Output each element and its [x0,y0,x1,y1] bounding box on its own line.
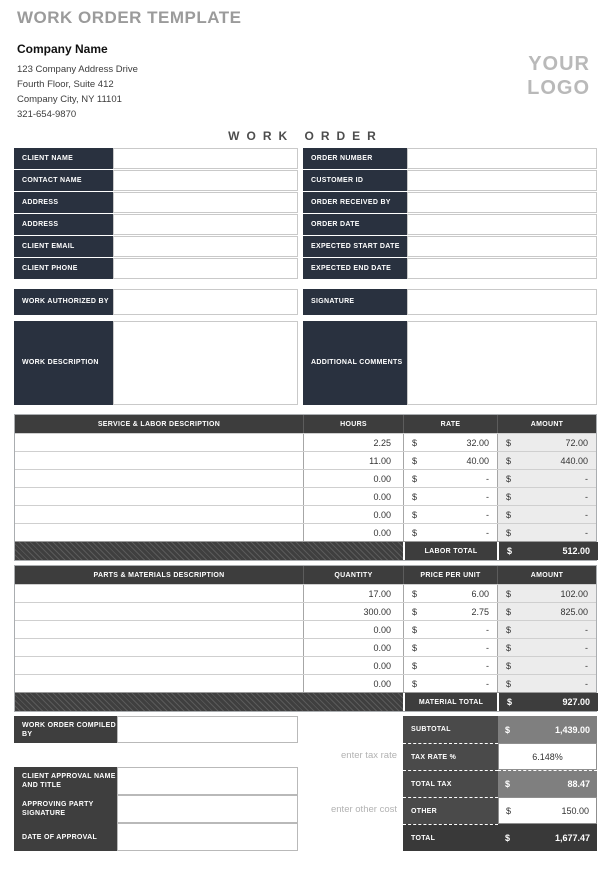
currency-symbol: $ [506,455,512,466]
price-value: - [486,660,489,671]
currency-symbol: $ [412,642,418,653]
labor-table [14,414,597,561]
parts-amount-header: AMOUNT [497,566,596,584]
table-row [15,584,596,602]
total-tax-label: TOTAL TAX [403,770,498,797]
labor-rate-header: RATE [403,415,497,433]
logo-line: LOGO [527,77,590,99]
other-row [403,797,597,824]
amount-value: - [585,624,588,635]
hatch-filler [15,693,403,711]
table-row [15,433,596,451]
parts-price-cell[interactable] [403,675,497,692]
amount-value: 102.00 [560,588,588,599]
table-row [15,451,596,469]
amount-value: - [585,491,588,502]
currency-symbol: $ [505,832,511,843]
other-label: OTHER [403,797,498,824]
labor-rate-cell[interactable] [403,452,497,469]
address-label: ADDRESS [14,192,113,213]
total-amount: 927.00 [562,697,590,707]
labor-amount-cell [497,470,596,487]
expected-end-date-field[interactable] [407,258,597,279]
parts-description-cell[interactable] [15,639,303,656]
labor-hours-cell[interactable]: 2.25 [303,434,403,451]
parts-amount-cell [497,675,596,692]
currency-symbol: $ [506,660,512,671]
parts-quantity-cell[interactable]: 0.00 [303,675,403,692]
currency-symbol: $ [507,697,513,707]
form-title: WORK ORDER [228,129,383,143]
address-line: Fourth Floor, Suite 412 [17,79,114,90]
currency-symbol: $ [412,509,418,520]
approving-party-signature-label: APPROVING PARTY SIGNATURE [14,795,117,823]
currency-symbol: $ [412,437,418,448]
client-approval-label: CLIENT APPROVAL NAME AND TITLE [14,767,117,795]
parts-quantity-cell[interactable]: 300.00 [303,603,403,620]
parts-amount-cell [497,585,596,602]
total-tax-amount: 88.47 [567,779,590,789]
amount-value: - [585,473,588,484]
address-label: ADDRESS [14,214,113,235]
client-phone-field[interactable] [113,258,298,279]
parts-quantity-cell[interactable]: 0.00 [303,639,403,656]
other-field[interactable] [498,797,597,824]
total-amount: 1,677.47 [554,832,590,843]
currency-symbol: $ [506,437,512,448]
rate-value: - [486,527,489,538]
price-value: 6.00 [471,588,489,599]
material-total-value [497,693,598,711]
tax-rate-label: TAX RATE % [403,743,498,770]
parts-amount-cell [497,639,596,656]
signature-label: SIGNATURE [303,289,407,315]
amount-value: 72.00 [565,437,588,448]
compiled-by-field[interactable] [117,716,298,743]
labor-amount-cell [497,524,596,541]
material-total-row [15,692,596,711]
logo-line: YOUR [528,53,590,75]
amount-value: - [585,527,588,538]
tax-rate-hint: enter tax rate [341,750,397,761]
description-row [14,321,597,405]
currency-symbol: $ [412,455,418,466]
labor-hours-cell[interactable]: 11.00 [303,452,403,469]
order-number-field[interactable] [407,148,597,169]
additional-comments-field[interactable] [407,321,597,405]
labor-amount-cell [497,452,596,469]
parts-amount-cell [497,657,596,674]
labor-description-cell[interactable] [15,524,303,541]
parts-description-header: PARTS & MATERIALS DESCRIPTION [93,571,225,579]
order-number-label: ORDER NUMBER [303,148,407,169]
address-line: Company City, NY 11101 [17,94,122,105]
additional-comments-label: ADDITIONAL COMMENTS [303,321,407,405]
labor-total-value [497,542,598,560]
price-value: - [486,642,489,653]
tax-rate-row [403,743,597,770]
rate-value: 32.00 [466,437,489,448]
address-field[interactable] [113,214,298,235]
amount-value: 825.00 [560,606,588,617]
table-row [15,469,596,487]
currency-symbol: $ [506,642,512,653]
amount-value: - [585,678,588,689]
price-value: - [486,624,489,635]
rate-value: - [486,509,489,520]
compiled-by-label: WORK ORDER COMPILED BY [14,716,117,743]
labor-description-cell[interactable] [15,434,303,451]
currency-symbol: $ [506,606,512,617]
parts-price-cell[interactable] [403,621,497,638]
currency-symbol: $ [412,660,418,671]
currency-symbol: $ [506,805,512,816]
parts-description-cell[interactable] [15,675,303,692]
expected-start-date-field[interactable] [407,236,597,257]
currency-symbol: $ [506,624,512,635]
labor-rate-cell[interactable] [403,434,497,451]
labor-rate-cell[interactable] [403,470,497,487]
currency-symbol: $ [507,546,513,556]
table-row [15,505,596,523]
labor-total-row [15,541,596,560]
parts-amount-cell [497,603,596,620]
currency-symbol: $ [505,724,511,735]
logo-placeholder [527,52,590,100]
currency-symbol: $ [412,606,418,617]
client-name-label: CLIENT NAME [14,148,113,169]
parts-description-cell[interactable] [15,657,303,674]
contact-name-field[interactable] [113,170,298,191]
amount-value: 440.00 [560,455,588,466]
currency-symbol: $ [412,624,418,635]
parts-price-cell[interactable] [403,603,497,620]
subtotal-row [403,716,597,743]
totals-summary [403,716,597,851]
labor-amount-header: AMOUNT [497,415,596,433]
labor-hours-cell[interactable]: 0.00 [303,524,403,541]
currency-symbol: $ [412,678,418,689]
currency-symbol: $ [506,509,512,520]
currency-symbol: $ [412,473,418,484]
rate-value: 40.00 [466,455,489,466]
company-address [17,62,138,122]
contact-name-label: CONTACT NAME [14,170,113,191]
work-description-field[interactable] [113,321,298,405]
labor-total-label: LABOR TOTAL [403,542,497,560]
currency-symbol: $ [412,588,418,599]
price-value: - [486,678,489,689]
page-title: WORK ORDER TEMPLATE [17,8,242,27]
currency-symbol: $ [506,588,512,599]
amount-value: - [585,509,588,520]
parts-price-cell[interactable] [403,585,497,602]
currency-symbol: $ [506,473,512,484]
client-info-section [14,148,597,279]
labor-amount-cell [497,488,596,505]
parts-quantity-cell[interactable]: 0.00 [303,621,403,638]
labor-description-header: SERVICE & LABOR DESCRIPTION [97,420,221,428]
currency-symbol: $ [506,491,512,502]
labor-rate-cell[interactable] [403,524,497,541]
client-email-label: CLIENT EMAIL [14,236,113,257]
table-row [15,638,596,656]
authorization-row [14,289,597,315]
currency-symbol: $ [506,527,512,538]
currency-symbol: $ [412,491,418,502]
labor-hours-header: HOURS [303,415,403,433]
parts-amount-cell [497,621,596,638]
labor-rate-cell[interactable] [403,488,497,505]
labor-description-cell[interactable] [15,506,303,523]
parts-quantity-header: QUANTITY [303,566,403,584]
tax-rate-field[interactable] [498,743,597,770]
order-received-by-field[interactable] [407,192,597,213]
amount-value: - [585,642,588,653]
price-value: 2.75 [471,606,489,617]
hatch-filler [15,542,403,560]
currency-symbol: $ [506,678,512,689]
table-row [15,674,596,692]
currency-symbol: $ [505,779,511,789]
labor-hours-cell[interactable]: 0.00 [303,470,403,487]
tax-rate-value: 6.148% [532,751,563,762]
total-value [498,824,597,851]
order-received-by-label: ORDER RECEIVED BY [303,192,407,213]
rate-value: - [486,491,489,502]
customer-id-field[interactable] [407,170,597,191]
table-row [15,523,596,541]
parts-quantity-cell[interactable]: 17.00 [303,585,403,602]
parts-table [14,565,597,712]
parts-quantity-cell[interactable]: 0.00 [303,657,403,674]
parts-description-cell[interactable] [15,585,303,602]
address-line: 123 Company Address Drive [17,64,138,75]
date-of-approval-field[interactable] [117,823,298,851]
company-phone: 321-654-9870 [17,109,77,120]
labor-hours-cell[interactable]: 0.00 [303,488,403,505]
client-name-field[interactable] [113,148,298,169]
subtotal-label: SUBTOTAL [403,716,498,743]
client-phone-label: CLIENT PHONE [14,258,113,279]
total-tax-row [403,770,597,797]
table-row [15,487,596,505]
parts-description-cell[interactable] [15,603,303,620]
labor-table-header [15,415,596,433]
parts-description-cell[interactable] [15,621,303,638]
total-tax-value [498,770,597,797]
parts-price-cell[interactable] [403,639,497,656]
expected-end-date-label: EXPECTED END DATE [303,258,407,279]
subtotal-value [498,716,597,743]
signature-field[interactable] [407,289,597,315]
work-authorized-by-field[interactable] [113,289,298,315]
total-row [403,824,597,851]
company-name: Company Name [17,42,108,56]
date-of-approval-label: DATE OF APPROVAL [14,823,117,851]
table-row [15,656,596,674]
parts-price-cell[interactable] [403,657,497,674]
footer-section [14,716,597,852]
table-row [15,602,596,620]
order-date-field[interactable] [407,214,597,235]
work-description-label: WORK DESCRIPTION [14,321,113,405]
address-field[interactable] [113,192,298,213]
labor-amount-cell [497,506,596,523]
table-row [15,620,596,638]
total-label: TOTAL [403,824,498,851]
work-authorized-by-label: WORK AUTHORIZED BY [14,289,113,315]
labor-rate-cell[interactable] [403,506,497,523]
labor-description-cell[interactable] [15,488,303,505]
order-date-label: ORDER DATE [303,214,407,235]
labor-hours-cell[interactable]: 0.00 [303,506,403,523]
rate-value: - [486,473,489,484]
total-amount: 512.00 [562,546,590,556]
expected-start-date-label: EXPECTED START DATE [303,236,407,257]
subtotal-amount: 1,439.00 [554,724,590,735]
parts-price-header: PRICE PER UNIT [403,566,497,584]
client-email-field[interactable] [113,236,298,257]
other-amount: 150.00 [561,805,589,816]
labor-amount-cell [497,434,596,451]
material-total-label: MATERIAL TOTAL [403,693,497,711]
amount-value: - [585,660,588,671]
other-cost-hint: enter other cost [330,804,397,815]
parts-table-header [15,566,596,584]
customer-id-label: CUSTOMER ID [303,170,407,191]
labor-description-cell[interactable] [15,452,303,469]
currency-symbol: $ [412,527,418,538]
client-approval-field[interactable] [117,767,298,795]
labor-description-cell[interactable] [15,470,303,487]
